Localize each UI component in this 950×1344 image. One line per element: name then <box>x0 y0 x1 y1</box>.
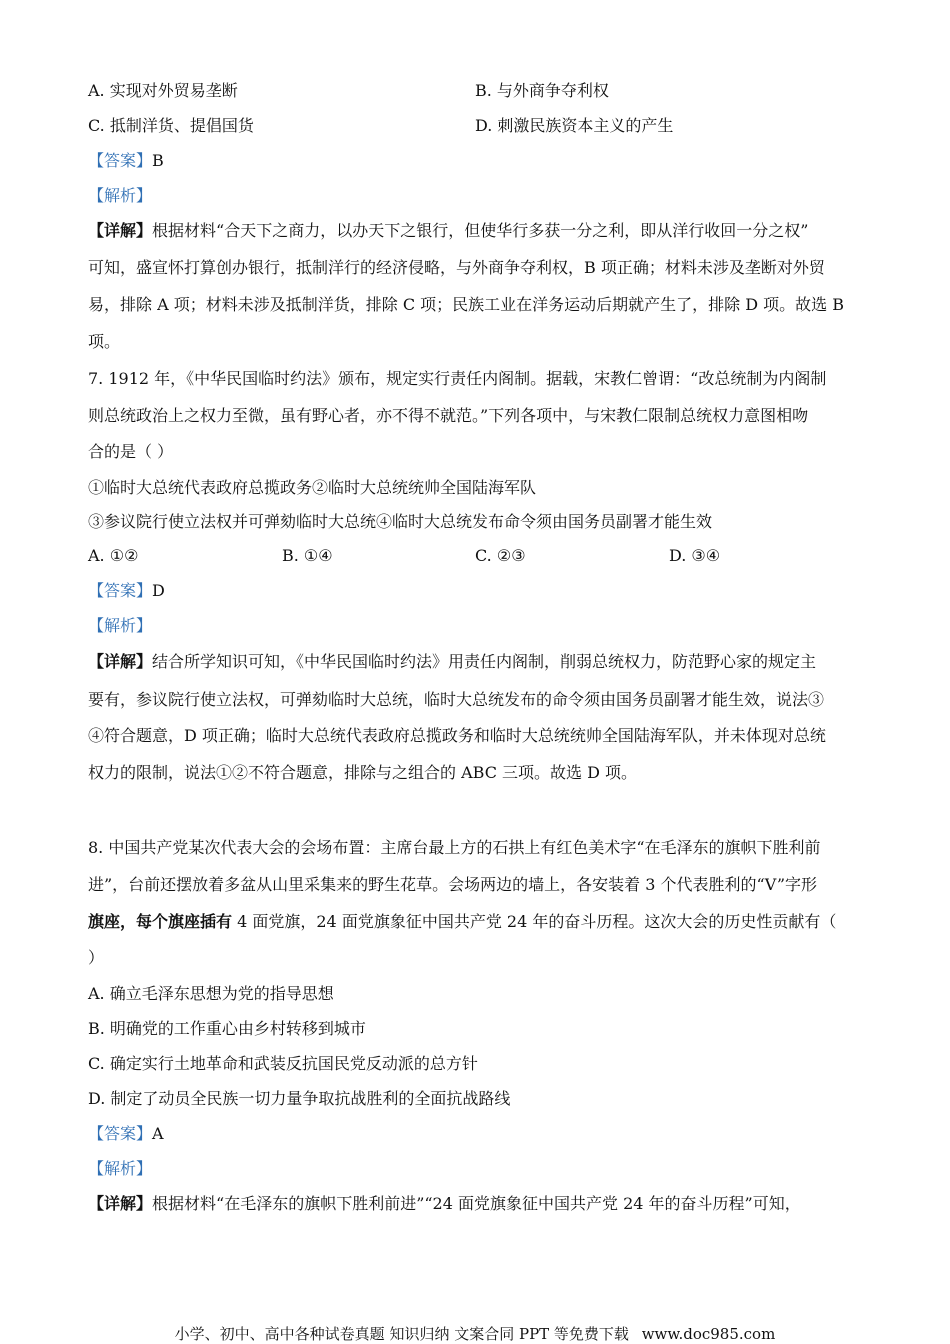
q7-stem-line-3: 合的是（ ） <box>88 442 174 461</box>
q6-answer <box>88 150 164 172</box>
q8-analysis <box>88 1158 152 1180</box>
analysis-tag: 【解析】 <box>88 186 153 205</box>
q7-detail-line-2: 要有，参议院行使立法权，可弹劾临时大总统，临时大总统发布的命令须由国务员副署才能生效，说法③ <box>88 690 825 709</box>
answer-tag: 【答案】 <box>88 1124 153 1143</box>
q6-analysis <box>88 185 152 207</box>
q7-analysis <box>88 615 152 637</box>
detail-text: 结合所学知识可知，《中华民国临时约法》用责任内阁制，削弱总统权力，防范野心家的规定主 <box>152 652 817 671</box>
q6-detail-line-3: 易，排除 A 项；材料未涉及抵制洋货，排除 C 项；民族工业在洋务运动后期就产生了，排除 D 项。故选 B <box>88 295 844 314</box>
q8-option-b: B. 明确党的工作重心由乡村转移到城市 <box>88 1019 366 1038</box>
q6-option-d: D. 刺激民族资本主义的产生 <box>475 116 674 135</box>
q8-detail-line-1 <box>88 1193 801 1215</box>
stem-bold-fragment: 旗座，每个旗座插有 <box>88 912 233 931</box>
footer-link[interactable]: www.doc985.com <box>641 1325 776 1343</box>
q7-item-line-2: ③参议院行使立法权并可弹劾临时大总统④临时大总统发布命令须由国务员副署才能生效 <box>88 512 713 531</box>
q7-option-a: A. ①② <box>88 546 139 565</box>
stem-rest: 4 面党旗，24 面党旗象征中国共产党 24 年的奋斗历程。这次大会的历史性贡献有（ <box>232 912 837 931</box>
q8-stem-line-2: 进”，台前还摆放着多盆从山里采集来的野生花草。会场两边的墙上，各安装着 3 个代表胜利的“V”字形 <box>88 875 818 894</box>
q6-option-b: B. 与外商争夺利权 <box>475 81 609 100</box>
q7-option-c: C. ②③ <box>475 546 526 565</box>
detail-text: 根据材料“在毛泽东的旗帜下胜利前进”“24 面党旗象征中国共产党 24 年的奋斗历程”可知， <box>152 1194 801 1213</box>
q8-option-a: A. 确立毛泽东思想为党的指导思想 <box>88 984 334 1003</box>
q7-detail-line-3: ④符合题意，D 项正确；临时大总统代表政府总揽政务和临时大总统统帅全国陆海军队，并未体现对总统 <box>88 726 826 745</box>
page-footer <box>0 1323 950 1344</box>
answer-value: A <box>152 1124 164 1143</box>
answer-tag: 【答案】 <box>88 151 153 170</box>
answer-tag: 【答案】 <box>88 581 153 600</box>
q8-answer <box>88 1123 164 1145</box>
q8-option-c: C. 确定实行土地革命和武装反抗国民党反动派的总方针 <box>88 1054 478 1073</box>
q8-stem-line-4: ） <box>88 948 105 967</box>
q7-detail-line-4: 权力的限制，说法①②不符合题意，排除与之组合的 ABC 三项。故选 D 项。 <box>88 763 638 782</box>
analysis-tag: 【解析】 <box>88 1159 153 1178</box>
answer-value: D <box>152 581 165 600</box>
detail-tag: 【详解】 <box>88 221 153 240</box>
q6-detail-line-4: 项。 <box>88 332 121 351</box>
q6-detail-line-2: 可知，盛宣怀打算创办银行，抵制洋行的经济侵略，与外商争夺利权，B 项正确；材料未涉及垄断对外贸 <box>88 258 825 277</box>
q7-detail-line-1 <box>88 651 816 673</box>
detail-text: 根据材料“合天下之商力，以办天下之银行，但使华行多获一分之利，即从洋行收回一分之权” <box>152 221 809 240</box>
answer-value: B <box>152 151 164 170</box>
q8-stem-line-1: 8. 中国共产党某次代表大会的会场布置：主席台最上方的石拱上有红色美术字“在毛泽东的旗帜下胜利前 <box>88 838 821 857</box>
q6-option-c: C. 抵制洋货、提倡国货 <box>88 116 254 135</box>
q7-option-d: D. ③④ <box>669 546 721 565</box>
detail-tag: 【详解】 <box>88 652 153 671</box>
q6-option-a: A. 实现对外贸易垄断 <box>88 81 238 100</box>
q7-answer <box>88 580 165 602</box>
q7-stem-line-1: 7. 1912 年，《中华民国临时约法》颁布，规定实行责任内阁制。据载，宋教仁曾谓：“改总统制为内阁制 <box>88 369 827 388</box>
q7-option-b: B. ①④ <box>282 546 333 565</box>
q7-stem-line-2: 则总统政治上之权力至微，虽有野心者，亦不得不就范。”下列各项中，与宋教仁限制总统权力意图相吻 <box>88 406 809 425</box>
q7-item-line-1: ①临时大总统代表政府总揽政务②临时大总统统帅全国陆海军队 <box>88 478 537 497</box>
q8-stem-line-3 <box>88 911 836 933</box>
q6-detail-line-1 <box>88 220 808 242</box>
q8-option-d: D. 制定了动员全民族一切力量争取抗战胜利的全面抗战路线 <box>88 1089 511 1108</box>
footer-text: 小学、初中、高中各种试卷真题 知识归纳 文案合同 PPT 等免费下载 <box>174 1325 629 1343</box>
analysis-tag: 【解析】 <box>88 616 153 635</box>
detail-tag: 【详解】 <box>88 1194 153 1213</box>
